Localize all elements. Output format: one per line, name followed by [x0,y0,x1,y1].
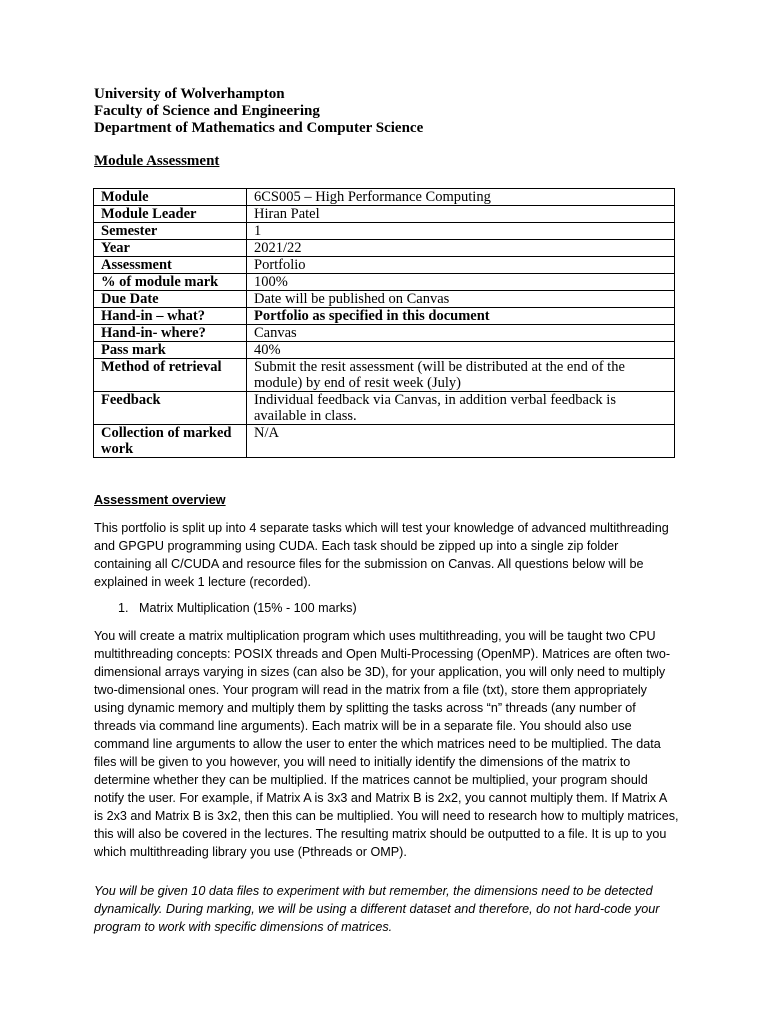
overview-intro-text: This portfolio is split up into 4 separate tasks which will test your knowledge of advanced multithreading and GPGPU programming using CUDA. Each task should be zipped up into a single zip folder containing all C/CUDA and resource files for the submission on Canvas. All questions below will be explained in week 1 lecture (recorded). [94,521,669,589]
table-row [94,325,675,342]
row-value: 6CS005 – High Performance Computing [247,189,675,206]
table-row [94,257,675,274]
task-description [94,627,679,861]
task-note [94,882,679,936]
row-key: % of module mark [94,274,247,291]
task-title: Matrix Multiplication (15% - 100 marks) [139,601,357,615]
row-value: Date will be published on Canvas [247,291,675,308]
table-row [94,342,675,359]
row-value: 1 [247,223,675,240]
row-key: Semester [94,223,247,240]
row-value: Individual feedback via Canvas, in addition verbal feedback is available in class. [247,392,675,425]
table-row [94,291,675,308]
row-value: Hiran Patel [247,206,675,223]
row-key: Method of retrieval [94,359,247,392]
row-value: 2021/22 [247,240,675,257]
table-row [94,223,675,240]
module-info-table [93,188,675,458]
task-number: 1. [118,601,129,615]
row-key: Assessment [94,257,247,274]
table-row [94,206,675,223]
university-name: University of Wolverhampton [94,86,285,102]
row-key: Pass mark [94,342,247,359]
row-key: Collection of marked work [94,425,247,458]
table-row [94,308,675,325]
module-assessment-heading: Module Assessment [94,153,220,169]
task-note-text: You will be given 10 data files to experiment with but remember, the dimensions need to be detected dynamically. During marking, we will be using a different dataset and therefore, do not hard-code your program to work with specific dimensions of matrices. [94,884,660,934]
table-row [94,240,675,257]
row-value: 100% [247,274,675,291]
row-key: Feedback [94,392,247,425]
table-row [94,359,675,392]
row-key: Year [94,240,247,257]
faculty-name: Faculty of Science and Engineering [94,103,320,119]
row-value: N/A [247,425,675,458]
table-row [94,189,675,206]
row-key: Module [94,189,247,206]
table-row [94,425,675,458]
institution-header [94,86,423,137]
row-value: Portfolio [247,257,675,274]
row-value: Canvas [247,325,675,342]
row-key: Hand-in- where? [94,325,247,342]
row-value: 40% [247,342,675,359]
assessment-overview-heading: Assessment overview [94,493,226,507]
row-value: Submit the resit assessment (will be distributed at the end of the module) by end of resit week (July) [247,359,675,392]
department-name: Department of Mathematics and Computer Science [94,120,424,136]
table-row [94,274,675,291]
row-value: Portfolio as specified in this document [247,308,675,325]
table-row [94,392,675,425]
row-key: Hand-in – what? [94,308,247,325]
task-description-text: You will create a matrix multiplication program which uses multithreading, you will be taught two CPU multithreading concepts: POSIX threads and Open Multi-Processing (OpenMP). Matrices are often two-dimensional arrays varying in sizes (can also be 3D), for your application, you will only need to multiply two-dimensional ones. Your program will read in the matrix from a file (txt), store them appropriately using dynamic memory and multiply them by splitting the tasks across “n” threads (any number of threads via command line arguments). Each matrix will be in a separate file. You should also use command line arguments to allow the user to enter the which matrices need to be multiplied. The data files will be given to you however, you will need to initially identify the dimensions of the matrix to determine whether they can be multiplied. If the matrices cannot be multiplied, your program should notify the user. For example, if Matrix A is 3x3 and Matrix B is 2x2, you cannot multiply them. If Matrix A is 2x3 and Matrix B is 3x2, then this can be multiplied. You will need to research how to multiply matrices, this will also be covered in the lectures. The resulting matrix should be outputted to a file. It is up to you which multithreading library you use (Pthreads or OMP). [94,629,679,859]
row-key: Due Date [94,291,247,308]
overview-paragraph [94,519,679,591]
task-list-item [118,599,357,617]
row-key: Module Leader [94,206,247,223]
